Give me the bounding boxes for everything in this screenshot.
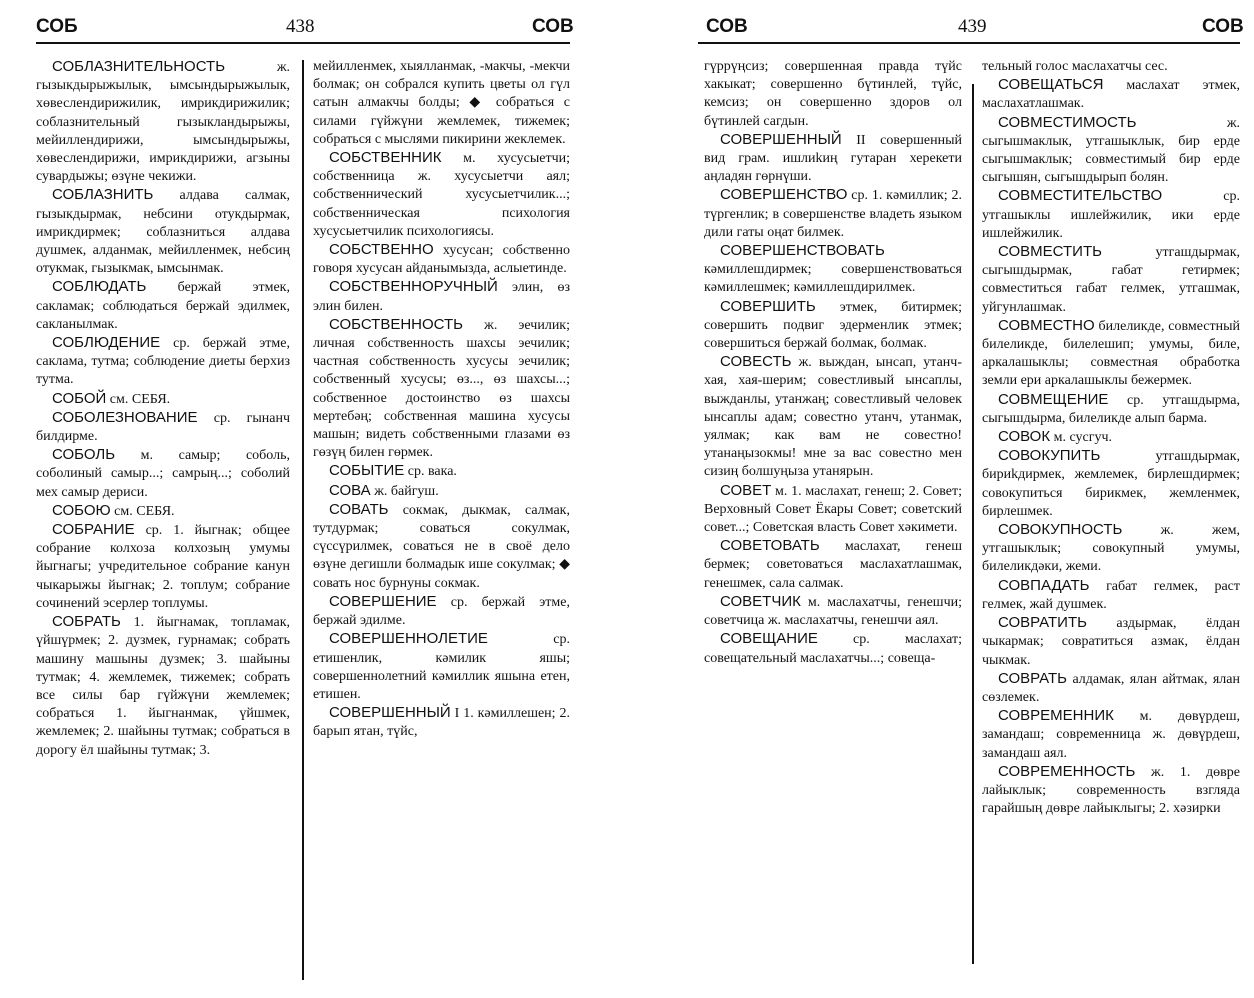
- dictionary-entry: [982, 317, 1240, 391]
- dictionary-entry: [36, 502, 290, 521]
- dictionary-entry: [36, 334, 290, 390]
- headword: СОБСТВЕННИК: [329, 149, 442, 167]
- dictionary-entry: [982, 391, 1240, 428]
- headword: СОБСТВЕННОРУЧНЫЙ: [329, 278, 498, 296]
- entry-text: ср. гынанч билдирме.: [36, 410, 290, 445]
- dictionary-entry: [982, 243, 1240, 317]
- dictionary-entry: [704, 630, 962, 667]
- dictionary-entry: [982, 521, 1240, 577]
- headword: СОБЫТИЕ: [329, 462, 405, 480]
- dictionary-entry: [313, 482, 570, 501]
- entry-text: этмек, битирмек; совершить подвиг эдерменлик этмек; совершиться бержай болмак, болмак.: [704, 299, 962, 352]
- headword: СОВЕРШИТЬ: [720, 297, 816, 315]
- guide-word-right: СОВ: [1202, 16, 1244, 37]
- dictionary-entry: [982, 76, 1240, 113]
- headword: СОВАТЬ: [329, 500, 389, 518]
- dictionary-entry: [313, 501, 570, 593]
- headword: СОВПАДАТЬ: [998, 576, 1090, 594]
- headword: СОВЕЩАТЬСЯ: [998, 76, 1104, 94]
- dictionary-entry: [704, 482, 962, 538]
- headword: СОВОК: [998, 428, 1051, 446]
- headword: СОВМЕСТИТЕЛЬСТВО: [998, 187, 1163, 205]
- dictionary-entry: [704, 186, 962, 242]
- entry-text: I 1. кәмиллешен; 2. барып ятан, түйс,: [313, 706, 570, 740]
- dictionary-entry: [36, 521, 290, 613]
- column-divider: [972, 84, 974, 964]
- headword: СОВОКУПИТЬ: [998, 447, 1101, 465]
- headword: СОВЕТЧИК: [720, 592, 801, 610]
- dictionary-entry: [982, 187, 1240, 243]
- headword: СОВЕТОВАТЬ: [720, 537, 820, 555]
- left-page: [0, 0, 600, 998]
- entry-text: ж. выждан, ынсап, утанч-хая, хая-шерим; совестливый ынсаплы, выжданлы, утанжаң; совестливый человек ынсаплы адам; совестно утанч, утанмак, уялмак; как вам не совестно! утанаңызокмы! мне за вас совестно мен сизиң болшуңыза утанярын.: [704, 355, 962, 480]
- entry-text: билеликде, совместный билеликде, билелешип; умумы, биле, аркалашыклы; совместная обработка земли ери аркалашыклы бежермек.: [982, 318, 1240, 389]
- dictionary-entry: [704, 593, 962, 630]
- dictionary-entry: [704, 298, 962, 354]
- dictionary-entry: [704, 131, 962, 187]
- entry-text: хусусан; собственно говоря хусусан айданымызда, аслыетинде.: [313, 243, 570, 277]
- headword: СОВЕРШЕНИЕ: [329, 592, 437, 610]
- dictionary-entry: [313, 704, 570, 741]
- headword: СОВРАТЬ: [998, 669, 1068, 687]
- dictionary-entry: [704, 537, 962, 593]
- entry-text: сокмак, дыкмак, салмак, тутдурмак; соваться сокулмак, сүссүрилмек, соваться не в своё дело өзүне дегишли болмадык ише сокулмак; ◆ совать нос бурнуны сокмак.: [313, 502, 570, 591]
- headword: СОВМЕСТНО: [998, 316, 1095, 334]
- headword: СОВМЕСТИТЬ: [998, 243, 1102, 261]
- guide-word-left: СОБ: [36, 16, 78, 37]
- entry-text: м. дөвүрдеш, замандаш; современница ж. дөвүрдеш, замандаш аял.: [982, 709, 1240, 761]
- dictionary-entry: [704, 242, 962, 298]
- dictionary-entry: [982, 577, 1240, 614]
- headword: СОБЛАЗНИТЕЛЬНОСТЬ: [52, 58, 226, 75]
- column-divider: [302, 60, 304, 980]
- entry-text: ср. вака.: [404, 464, 457, 480]
- left-page-header: [0, 0, 600, 44]
- entry-text: маслахат этмек, маслахатлашмак.: [982, 78, 1240, 112]
- entry-text: м. сусгуч.: [1050, 430, 1112, 446]
- column-2: [313, 58, 570, 988]
- dictionary-entry: [313, 316, 570, 463]
- entry-text: кәмиллешдирмек; совершенствоваться кәмиллешмек; кәмиллешдирилмек.: [704, 262, 962, 296]
- entry-text: аздырмак, ёлдан чыкармак; совратиться азмак, ёлдан чыкмак.: [982, 616, 1240, 668]
- entry-text: алдамак, ялан айтмак, ялан сөзлемек.: [982, 671, 1240, 705]
- dictionary-entry: [982, 58, 1240, 76]
- dictionary-entry: [982, 428, 1240, 447]
- dictionary-entry: [982, 670, 1240, 707]
- entry-text: ж. байгуш.: [370, 483, 439, 499]
- page-number: 438: [286, 16, 315, 37]
- headword: СОБСТВЕННОСТЬ: [329, 315, 464, 333]
- right-page: [640, 0, 1254, 998]
- entry-text: II совершенный вид грам. ишлиkиң гутаран херекети аңладян гөрнүши.: [704, 132, 962, 185]
- headword: СОБОЙ: [52, 389, 107, 407]
- headword: СОВРЕМЕННОСТЬ: [998, 762, 1136, 780]
- entry-text: гүррүңсиз; совершенная правда түйс хакыкат; совершенно бүтинлей, түйс, кемсиз; он совершенно здоров ол бүтинлей сагдын.: [704, 59, 962, 129]
- guide-word-left: СОВ: [706, 16, 748, 37]
- headword: СОБОЛЬ: [52, 446, 116, 464]
- headword: СОВОКУПНОСТЬ: [998, 521, 1123, 539]
- dictionary-entry: [313, 278, 570, 315]
- entry-text: утгашдырмак, бириkдирмек, жемлемек, бирлешдирмек; совокупиться бирикмек, жемленмек, бирлешмек.: [982, 449, 1240, 519]
- entry-text: элин, өз элин билен.: [313, 280, 570, 314]
- headword: СОБРАНИЕ: [52, 521, 135, 539]
- headword: СОВЕРШЕННОЛЕТИЕ: [329, 630, 488, 648]
- dictionary-entry: [982, 707, 1240, 763]
- dictionary-entry: [313, 241, 570, 278]
- entry-text: ср. маслахат; совещательный маслахатчы...; совеща-: [704, 632, 962, 666]
- dictionary-entry: [982, 614, 1240, 670]
- entry-text: м. самыр; соболь, соболиный самыр...; самрың...; соболий мех самыр дериси.: [36, 448, 290, 500]
- header-rule: [36, 42, 570, 44]
- dictionary-entry: [982, 763, 1240, 819]
- headword: СОБОЛЕЗНОВАНИЕ: [52, 408, 198, 426]
- entry-text: габат гелмек, раст гелмек, жай душмек.: [982, 578, 1240, 612]
- headword: СОВЕРШЕННЫЙ: [720, 130, 842, 148]
- entry-text: ср. бержай этме, саклама, тутма; соблюдение диеты берхиз тутма.: [36, 336, 290, 388]
- entry-text: 1. йыгнамак, топламак, үйшүрмек; 2. дузмек, гурнамак; собрать машину машыны дузмек; 3. шайыны тутмак; 4. жемлемек, тижемек; собрать все силы бар гүйжүни жемлемек; собраться 1. йыгнанмак, үйшмек, жемлемек; 2. шайыны тутмак; собраться в дорогу ёл шайыны тутмак; 3.: [36, 615, 290, 758]
- entry-text: м. 1. маслахат, гeнеш; 2. Совет; Верховный Совет Ёкары Совет; советский совет...; Советская власть Совет хәкимети.: [704, 483, 962, 536]
- entry-text: ср. 1. йыгнак; общее собрание колхоза колхозың умумы йыгнагы; учредительное собрание канун чыкарыжы йыгнак; 2. топлум; собрание сочинений эсерлер топлумы.: [36, 523, 290, 611]
- headword: СОВЕРШЕНСТВОВАТЬ: [720, 242, 885, 260]
- entry-text: ср. етишенлик, кәмилик яшы; совершеннолетний кәмиллик яшына етен, етишен.: [313, 632, 570, 702]
- headword: СОВЕЩАНИЕ: [720, 630, 818, 648]
- dictionary-entry: [982, 114, 1240, 188]
- dictionary-entry: [36, 58, 290, 186]
- entry-text: утгашдырмак, сыгышдырмак, габат гетирмек; совместиться габат гелмек, утгашмак, уйгунлашмак.: [982, 245, 1240, 315]
- dictionary-entry: [36, 409, 290, 446]
- headword: СОВРАТИТЬ: [998, 614, 1087, 632]
- page-number: 439: [958, 16, 987, 37]
- headword: СОБЛЮДАТЬ: [52, 278, 147, 296]
- headword: СОБЛАЗНИТЬ: [52, 186, 154, 204]
- entry-text: м. хусусыетчи; собственница ж. хусусыетчи аял; собственнический хусусыетчилик...; собственническая психология хусусыетчилик психологиясы.: [313, 151, 570, 239]
- headword: СОВЕСТЬ: [720, 353, 792, 371]
- headword: СОВА: [329, 481, 371, 499]
- dictionary-entry: [36, 278, 290, 334]
- entry-text: ж. гызыкдырыжылык, ымсындырыжылык, хөвеслендирижилик, имрикдирижилик; соблазнительный гызыкландырыжы, мейиллендирижи, ымсындырыжы, хөвеслендирижи, имрикдирижи, агзыны сувардыжы; өзүне чекижи.: [36, 60, 290, 185]
- entry-text: ж. эечилик; личная собственность шахсы эечилик; частная собственность хусусы эечилик; собственный хусусы; өз..., өз шахсы...; собственное достоинство өз шахсы мертебәң; собственная машина хусусы машын; видеть собственными глазами өз гөзүң билен гөрмек.: [313, 317, 570, 461]
- column-1: [36, 58, 290, 988]
- entry-text: бержай этмек, сакламак; соблюдаться бержай эдилмек, сакланылмак.: [36, 280, 290, 332]
- entry-text: ср. утгашыклы ишлейжилик, ики ерде ишлейжилик.: [982, 189, 1240, 241]
- entry-text: см. СЕБЯ.: [110, 503, 175, 519]
- headword: СОБЛЮДЕНИЕ: [52, 334, 161, 352]
- entry-text: тельный голос маслахатчы сес.: [982, 59, 1168, 74]
- entry-text: см. СЕБЯ.: [106, 391, 171, 407]
- dictionary-entry: [704, 353, 962, 481]
- entry-text: мейилленмек, хыялланмак, -макчы, -мекчи болмак; он собрался купить цветы ол гүл сатын алмакчы болды; ◆ собраться с силами гүйжүни жемлемек, тижемек; собраться с мыслями пикирини жеклемек.: [313, 59, 570, 147]
- dictionary-entry: [704, 58, 962, 131]
- headword: СОБСТВЕННО: [329, 241, 434, 259]
- dictionary-entry: [313, 149, 570, 241]
- entry-text: ср. бержай этме, бержай эдилме.: [313, 594, 570, 629]
- headword: СОВЕРШЕННЫЙ: [329, 704, 451, 722]
- headword: СОВМЕЩЕНИЕ: [998, 390, 1109, 408]
- headword: СОВРЕМЕННИК: [998, 707, 1114, 725]
- headword: СОВЕРШЕНСТВО: [720, 186, 848, 204]
- dictionary-entry: [313, 58, 570, 149]
- dictionary-entry: [982, 447, 1240, 521]
- entry-text: ж. сыгышмаклык, утгашыклык, бир ерде сыгышмаклык; совместимый бир ерде сыгышян, сыгышдырып болян.: [982, 115, 1240, 186]
- dictionary-entry: [313, 593, 570, 630]
- dictionary-entry: [36, 186, 290, 278]
- headword: СОБРАТЬ: [52, 613, 121, 631]
- entry-text: маслахат, генеш бермек; советоваться маслахатлашмак, генешмек, сала салмак.: [704, 539, 962, 591]
- dictionary-entry: [313, 630, 570, 704]
- headword: СОВЕТ: [720, 481, 772, 499]
- column-2: [982, 58, 1240, 988]
- dictionary-entry: [36, 613, 290, 760]
- headword: СОБОЮ: [52, 501, 111, 519]
- entry-text: м. маслахатчы, генешчи; советчица ж. маслахатчы, генешчи аял.: [704, 594, 962, 629]
- header-rule: [698, 42, 1240, 44]
- guide-word-right: СОВ: [532, 16, 574, 37]
- entry-text: ср. утгашдырма, сыгышдырма, билеликде алып барма.: [982, 392, 1240, 426]
- entry-text: ж. 1. дөвре лайыклык; современность взгляда гарайшың дөвре лайыклыгы; 2. хәзирки: [982, 764, 1240, 817]
- dictionary-entry: [36, 390, 290, 409]
- entry-text: алдава салмак, гызыкдырмак, небсини отукдырмак, имрикдирмек; соблазниться алдава душмек, алданмак, мейилленмек, небсиң отукмак, гызыкмак, ымсынмак.: [36, 188, 290, 277]
- entry-text: ср. 1. кәмиллик; 2. түргенлик; в совершенстве владеть языком дили гаты оңат билмек.: [704, 188, 962, 240]
- dictionary-entry: [36, 446, 290, 502]
- entry-text: ж. жем, утгашыклык; совокупный умумы, билеликдәки, жеми.: [982, 523, 1240, 575]
- right-page-header: [640, 0, 1254, 44]
- headword: СОВМЕСТИМОСТЬ: [998, 113, 1137, 131]
- column-1: [704, 58, 962, 988]
- dictionary-entry: [313, 462, 570, 481]
